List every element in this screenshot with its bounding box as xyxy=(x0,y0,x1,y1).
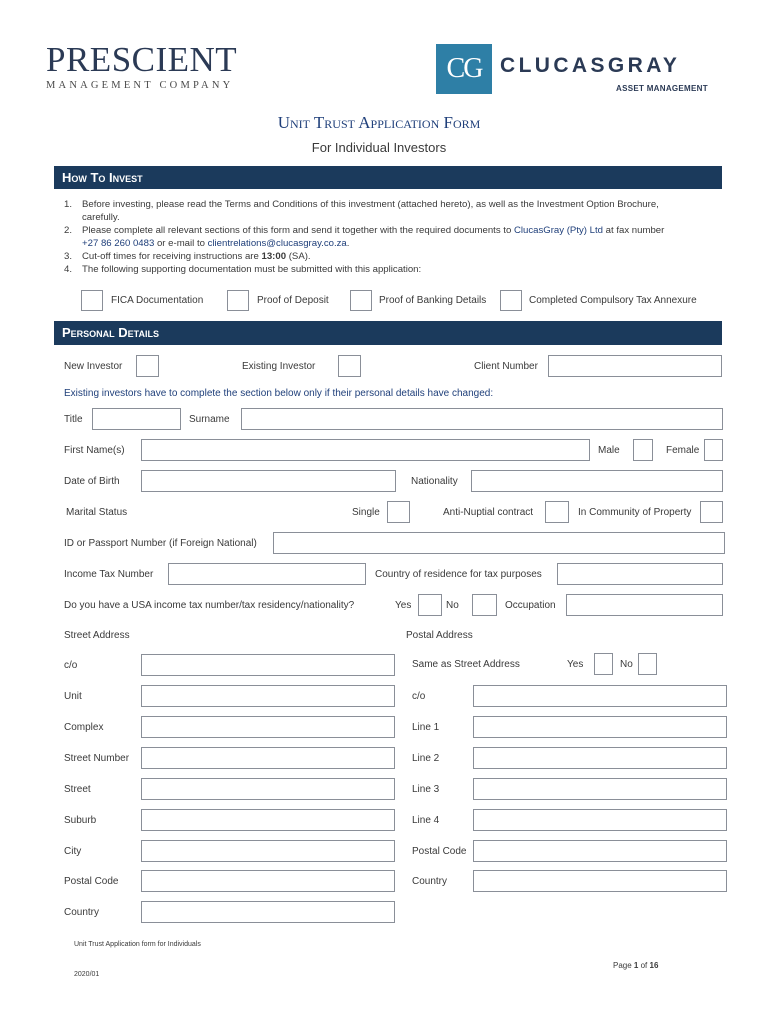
postal-co-field[interactable] xyxy=(473,685,727,707)
usa-yes-checkbox[interactable] xyxy=(418,594,442,616)
instruction-number: 1. xyxy=(64,199,73,210)
postal-line2-field[interactable] xyxy=(473,747,727,769)
form-subtitle: For Individual Investors xyxy=(311,140,447,155)
instruction-number: 4. xyxy=(64,264,73,275)
instruction-number: 3. xyxy=(64,251,73,262)
unit-label: Unit xyxy=(64,691,82,702)
street-co-label: c/o xyxy=(64,660,78,671)
client-number-field[interactable] xyxy=(548,355,722,377)
same-as-street-label: Same as Street Address xyxy=(412,659,520,670)
city-label: City xyxy=(64,846,82,857)
prescient-logo xyxy=(46,42,246,94)
postal-code-label: Postal Code xyxy=(412,846,467,857)
street-address-heading: Street Address xyxy=(64,630,130,641)
page-total: 16 xyxy=(649,961,659,970)
clucasgray-logo-name: CLUCASGRAY xyxy=(500,54,681,77)
prescient-logo-name: PRESCIENT xyxy=(46,40,238,79)
usa-no-checkbox[interactable] xyxy=(472,594,497,616)
instruction-text: Please complete all relevant sections of this form and send it together with the required documents to xyxy=(82,225,514,236)
page-current: 1 xyxy=(633,961,639,970)
complex-field[interactable] xyxy=(141,716,395,738)
form-title: Unit Trust Application Form xyxy=(277,113,481,132)
unit-field[interactable] xyxy=(141,685,395,707)
single-label: Single xyxy=(352,507,380,518)
suburb-field[interactable] xyxy=(141,809,395,831)
instruction-text-cont: carefully. xyxy=(82,212,120,223)
cutoff-time: 13:00 xyxy=(261,251,287,262)
surname-label: Surname xyxy=(189,414,230,425)
usa-no-label: No xyxy=(446,600,459,611)
postal-country-label: Country xyxy=(412,876,448,887)
first-names-label: First Name(s) xyxy=(64,445,125,456)
street-country-field[interactable] xyxy=(141,901,395,923)
street-number-label: Street Number xyxy=(64,753,130,764)
icop-label: In Community of Property xyxy=(578,507,692,518)
postal-line4-label: Line 4 xyxy=(412,815,440,826)
title-label: Title xyxy=(64,414,83,425)
postal-code-field[interactable] xyxy=(473,840,727,862)
postal-address-heading: Postal Address xyxy=(406,630,473,641)
anc-label: Anti-Nuptial contract xyxy=(443,507,534,518)
icop-checkbox[interactable] xyxy=(700,501,723,523)
street-number-field[interactable] xyxy=(141,747,395,769)
instruction-text: Cut-off times for receiving instructions are xyxy=(82,251,262,262)
instruction-text: The following supporting documentation must be submitted with this application: xyxy=(82,264,422,275)
female-label: Female xyxy=(666,445,700,456)
prescient-logo-tagline: MANAGEMENT COMPANY xyxy=(46,80,234,91)
surname-field[interactable] xyxy=(241,408,723,430)
dob-field[interactable] xyxy=(141,470,396,492)
instructions-list xyxy=(64,198,724,276)
instruction-text: at fax number xyxy=(603,225,665,236)
male-checkbox[interactable] xyxy=(633,439,653,461)
email-link[interactable]: clientrelations@clucasgray.co.za xyxy=(207,238,347,249)
complex-label: Complex xyxy=(64,722,104,733)
nationality-label: Nationality xyxy=(411,476,458,487)
tax-country-field[interactable] xyxy=(557,563,723,585)
income-tax-label: Income Tax Number xyxy=(64,569,154,580)
occupation-label: Occupation xyxy=(505,600,556,611)
new-investor-label: New Investor xyxy=(64,361,123,372)
page-number xyxy=(613,961,658,970)
street-label: Street xyxy=(64,784,91,795)
male-label: Male xyxy=(598,445,620,456)
income-tax-field[interactable] xyxy=(168,563,366,585)
proof-of-banking-label: Proof of Banking Details xyxy=(379,295,487,306)
fica-checkbox[interactable] xyxy=(81,290,103,311)
usa-yes-label: Yes xyxy=(395,600,412,611)
female-checkbox[interactable] xyxy=(704,439,723,461)
existing-investor-note: Existing investors have to complete the section below only if their personal details have changed: xyxy=(64,388,494,399)
nationality-field[interactable] xyxy=(471,470,723,492)
proof-of-banking-checkbox[interactable] xyxy=(350,290,372,311)
postal-co-label: c/o xyxy=(412,691,426,702)
usa-tax-question: Do you have a USA income tax number/tax residency/nationality? xyxy=(64,600,355,611)
postal-line1-label: Line 1 xyxy=(412,722,440,733)
street-postal-code-label: Postal Code xyxy=(64,876,119,887)
existing-investor-checkbox[interactable] xyxy=(338,355,361,377)
suburb-label: Suburb xyxy=(64,815,97,826)
same-no-label: No xyxy=(620,659,633,670)
clucasgray-logo-tagline: ASSET MANAGEMENT xyxy=(616,84,708,93)
dob-label: Date of Birth xyxy=(64,476,120,487)
page-word: Page xyxy=(613,961,632,970)
tax-annexure-label: Completed Compulsory Tax Annexure xyxy=(529,295,697,306)
instruction-text: (SA). xyxy=(286,251,311,262)
anc-checkbox[interactable] xyxy=(545,501,569,523)
instruction-text: or e-mail to xyxy=(154,238,208,249)
id-passport-field[interactable] xyxy=(273,532,725,554)
street-postal-code-field[interactable] xyxy=(141,870,395,892)
street-country-label: Country xyxy=(64,907,100,918)
title-field[interactable] xyxy=(92,408,181,430)
single-checkbox[interactable] xyxy=(387,501,410,523)
clucasgray-logo xyxy=(436,44,726,96)
client-number-label: Client Number xyxy=(474,361,538,372)
instruction-1 xyxy=(64,198,724,224)
postal-line2-label: Line 2 xyxy=(412,753,440,764)
fax-number: +27 86 260 0483 xyxy=(82,238,155,249)
instruction-text: Before investing, please read the Terms and Conditions of this investment (attached hereto), as well as the Investment Option Brochure, xyxy=(82,199,659,210)
postal-line4-field[interactable] xyxy=(473,809,727,831)
how-to-invest-heading: How To Invest xyxy=(54,166,722,189)
postal-line3-field[interactable] xyxy=(473,778,727,800)
same-yes-checkbox[interactable] xyxy=(594,653,613,675)
id-passport-label: ID or Passport Number (if Foreign National) xyxy=(64,538,257,549)
new-investor-checkbox[interactable] xyxy=(136,355,159,377)
tax-annexure-checkbox[interactable] xyxy=(500,290,522,311)
instruction-3 xyxy=(64,250,724,263)
fica-label: FICA Documentation xyxy=(111,295,204,306)
city-field[interactable] xyxy=(141,840,395,862)
same-yes-label: Yes xyxy=(567,659,584,670)
postal-line3-label: Line 3 xyxy=(412,784,440,795)
street-co-field[interactable] xyxy=(141,654,395,676)
postal-country-field[interactable] xyxy=(473,870,727,892)
instruction-number: 2. xyxy=(64,225,73,236)
first-names-field[interactable] xyxy=(141,439,590,461)
occupation-field[interactable] xyxy=(566,594,723,616)
personal-details-heading: Personal Details xyxy=(54,321,722,345)
existing-investor-label: Existing Investor xyxy=(242,361,316,372)
instruction-4 xyxy=(64,263,724,276)
same-no-checkbox[interactable] xyxy=(638,653,657,675)
footer-form-name: Unit Trust Application form for Individuals xyxy=(74,941,201,948)
instruction-2 xyxy=(64,224,724,250)
proof-of-deposit-label: Proof of Deposit xyxy=(257,295,329,306)
company-name: ClucasGray (Pty) Ltd xyxy=(513,225,603,236)
page-of: of xyxy=(640,961,648,970)
proof-of-deposit-checkbox[interactable] xyxy=(227,290,249,311)
footer-version: 2020/01 xyxy=(74,971,100,978)
tax-country-label: Country of residence for tax purposes xyxy=(375,569,542,580)
marital-status-label: Marital Status xyxy=(66,507,128,518)
cg-monogram: CG xyxy=(436,44,492,94)
street-field[interactable] xyxy=(141,778,395,800)
instruction-text: . xyxy=(346,238,350,249)
postal-line1-field[interactable] xyxy=(473,716,727,738)
